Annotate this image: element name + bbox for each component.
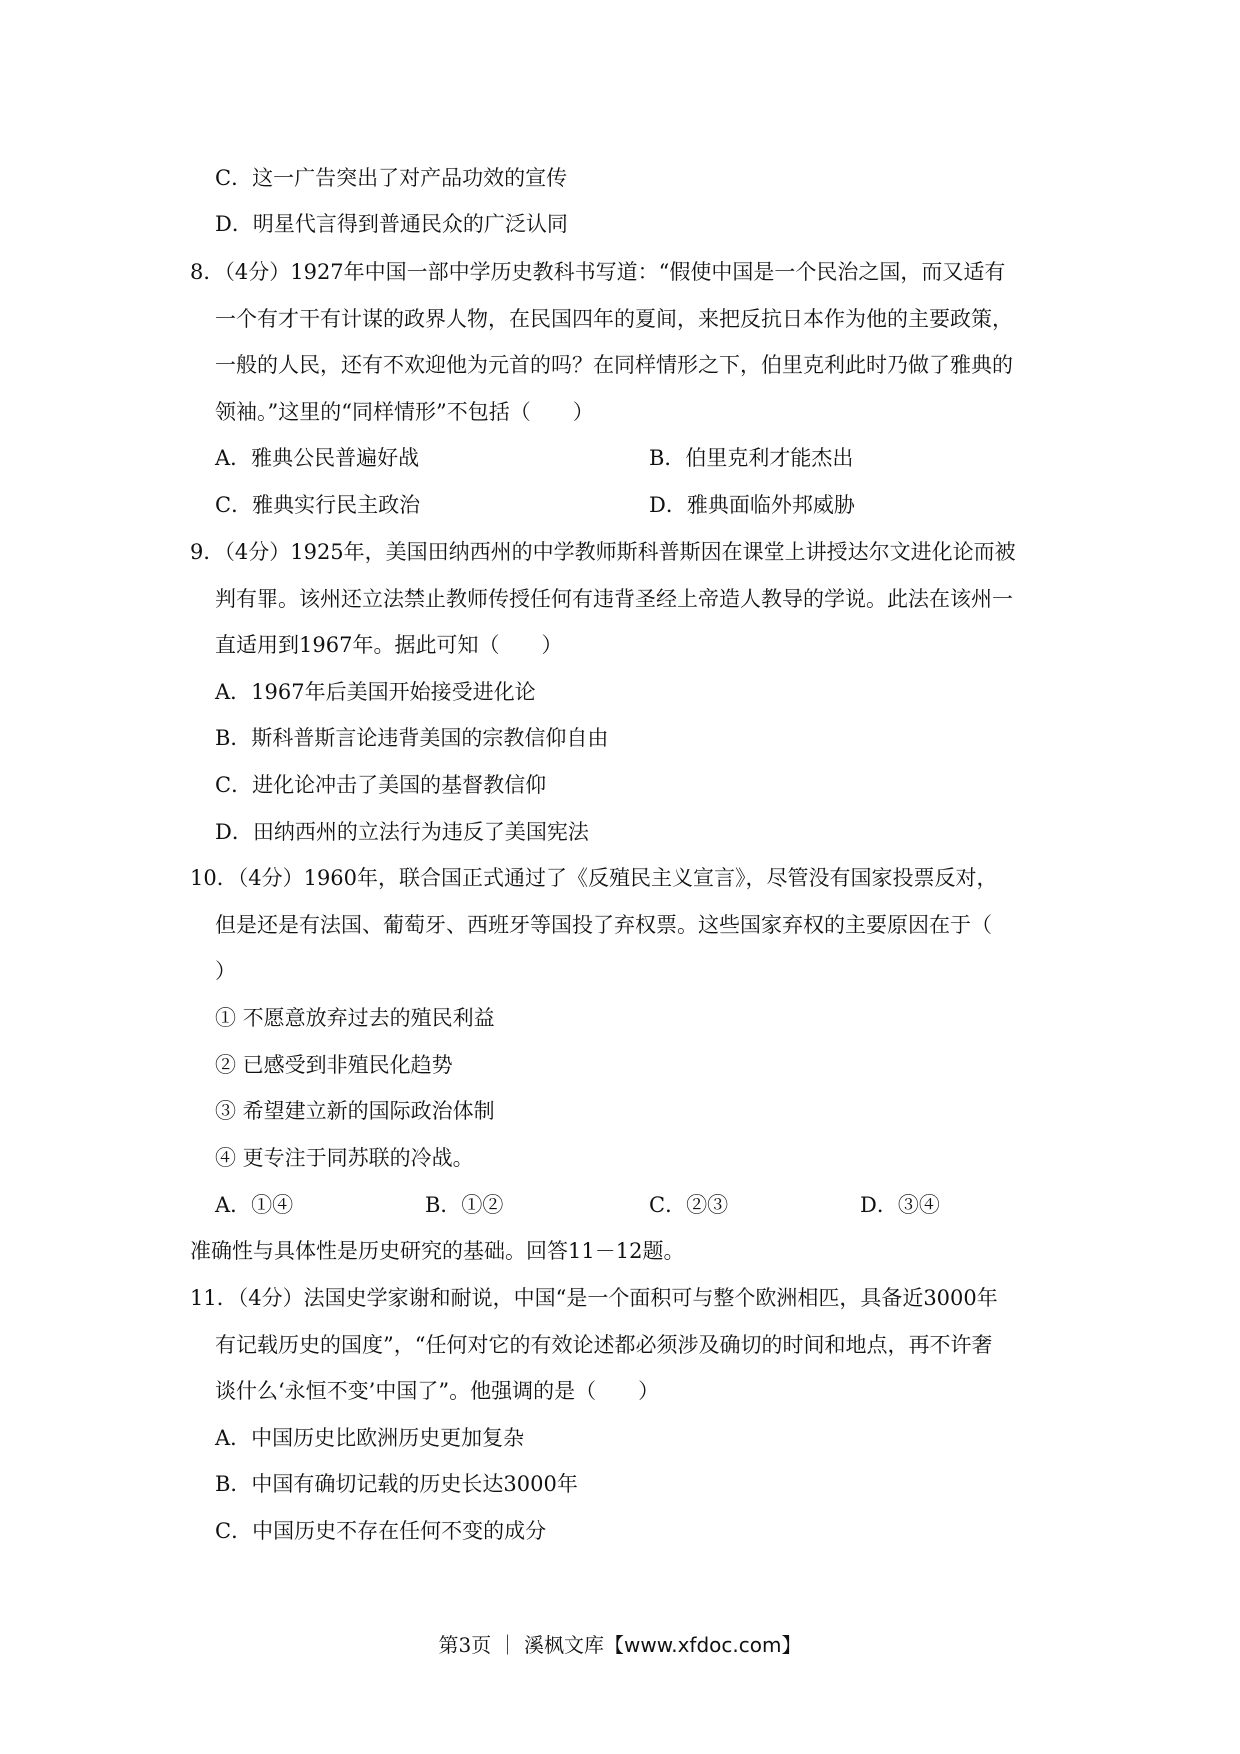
statement-3: ③ 希望建立新的国际政治体制 bbox=[215, 1099, 495, 1123]
option-9a: A．1967年后美国开始接受进化论 bbox=[215, 680, 536, 704]
statement-2: ② 已感受到非殖民化趋势 bbox=[215, 1053, 453, 1077]
page-footer bbox=[0, 1630, 1240, 1660]
option-7d: D．明星代言得到普通民众的广泛认同 bbox=[215, 212, 568, 236]
question-9-stem-cont: 判有罪。该州还立法禁止教师传授任何有违背圣经上帝造人教导的学说。此法在该州一 bbox=[215, 587, 1013, 611]
question-8-stem-cont: 领袖。”这里的“同样情形”不包括（ ） bbox=[215, 400, 594, 424]
question-10-stem-cont: 但是还是有法国、葡萄牙、西班牙等国投了弃权票。这些国家弃权的主要原因在于（ bbox=[215, 913, 992, 937]
question-8-stem: 8．（4分）1927年中国一部中学历史教科书写道：“假使中国是一个民治之国，而又适有 bbox=[190, 260, 1006, 284]
site-name: 溪枫文库【www.xfdoc.com】 bbox=[523, 1633, 802, 1657]
option-8a: A．雅典公民普遍好战 bbox=[215, 446, 420, 470]
option-8b: B．伯里克利才能杰出 bbox=[649, 446, 854, 470]
option-10c: C．②③ bbox=[649, 1193, 729, 1217]
question-9-stem-cont: 直适用到1967年。据此可知（ ） bbox=[215, 633, 563, 657]
option-8d: D．雅典面临外邦威胁 bbox=[649, 493, 855, 517]
option-10d: D．③④ bbox=[860, 1193, 940, 1217]
question-11-stem-cont: 谈什么‘永恒不变’中国了”。他强调的是（ ） bbox=[215, 1379, 660, 1403]
option-11a: A．中国历史比欧洲历史更加复杂 bbox=[215, 1426, 525, 1450]
option-11c: C．中国历史不存在任何不变的成分 bbox=[215, 1519, 547, 1543]
option-11b: B．中国有确切记载的历史长达3000年 bbox=[215, 1472, 578, 1496]
option-10a: A．①④ bbox=[215, 1193, 294, 1217]
statement-1: ① 不愿意放弃过去的殖民利益 bbox=[215, 1006, 495, 1030]
question-8-stem-cont: 一个有才干有计谋的政界人物，在民国四年的夏间，来把反抗日本作为他的主要政策， bbox=[215, 307, 1013, 331]
question-9-stem: 9．（4分）1925年，美国田纳西州的中学教师斯科普斯因在课堂上讲授达尔文进化论而被 bbox=[190, 540, 1016, 564]
question-10-stem: 10．（4分）1960年，联合国正式通过了《反殖民主义宣言》，尽管没有国家投票反对， bbox=[190, 866, 998, 890]
page-number: 第3页 ｜ bbox=[438, 1633, 518, 1657]
statement-4: ④ 更专注于同苏联的冷战。 bbox=[215, 1146, 474, 1170]
option-7c: C．这一广告突出了对产品功效的宣传 bbox=[215, 166, 568, 190]
question-10-stem-cont: ） bbox=[215, 959, 236, 983]
section-intro: 准确性与具体性是历史研究的基础。回答11－12题。 bbox=[190, 1239, 685, 1263]
option-9b: B．斯科普斯言论违背美国的宗教信仰自由 bbox=[215, 726, 609, 750]
question-11-stem-cont: 有记载历史的国度”，“任何对它的有效论述都必须涉及确切的时间和地点，再不许奢 bbox=[215, 1333, 993, 1357]
option-9c: C．进化论冲击了美国的基督教信仰 bbox=[215, 773, 547, 797]
question-11-stem: 11．（4分）法国史学家谢和耐说，中国“是一个面积可与整个欧洲相匹，具备近3000年 bbox=[190, 1286, 998, 1310]
option-8c: C．雅典实行民主政治 bbox=[215, 493, 421, 517]
option-9d: D．田纳西州的立法行为违反了美国宪法 bbox=[215, 820, 589, 844]
option-10b: B．①② bbox=[425, 1193, 504, 1217]
question-8-stem-cont: 一般的人民，还有不欢迎他为元首的吗？在同样情形之下，伯里克利此时乃做了雅典的 bbox=[215, 353, 1013, 377]
